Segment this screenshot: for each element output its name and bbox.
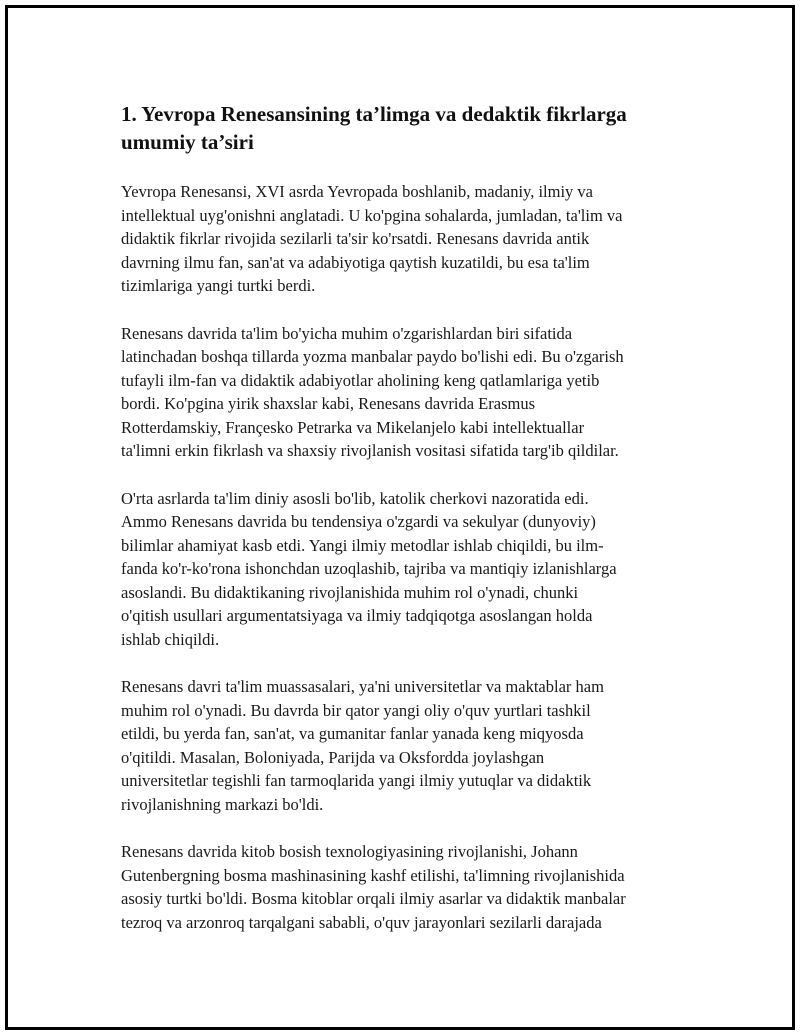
text-line: Ammo Renesans davrida bu tendensiya o'zgardi va sekulyar (dunyoviy) [121,512,596,531]
text-line: bordi. Ko'pgina yirik shaxslar kabi, Renesans davrida Erasmus [121,394,536,413]
text-line: asosiy turtki bo'ldi. Bosma kitoblar orqali ilmiy asarlar va didaktik manbalar [121,889,626,908]
text-line: rivojlanishning markazi bo'ldi. [121,794,324,814]
text-line: tezroq va arzonroq tarqalgani sababli, o'quv jarayonlari sezilarli darajada [121,912,602,932]
page-frame [5,5,795,1030]
text-line: intellektual uyg'onishni anglatadi. U ko'pgina sohalarda, jumladan, ta'lim va [121,205,623,225]
text-line: Yevropa Renesansi, XVI asrda Yevropada boshlanib, madaniy, ilmiy va [121,182,594,201]
paragraph-4 [121,675,691,816]
text-line: asoslandi. Bu didaktikaning rivojlanishida muhim rol o'ynadi, chunki [121,582,579,602]
text-line: O'rta asrlarda ta'lim diniy asosli bo'lib, katolik cherkovi nazoratida edi. [121,488,589,508]
text-line: latinchadan boshqa tillarda yozma manbalar paydo bo'lishi edi. Bu o'zgarish [121,347,624,366]
text-line: o'qitish usullari argumentatsiyaga va ilmiy tadqiqotga asoslangan holda [121,606,593,625]
text-line: bilimlar ahamiyat kasb etdi. Yangi ilmiy metodlar ishlab chiqildi, bu ilm- [121,535,604,555]
text-line: o'qitildi. Masalan, Boloniyada, Parijda va Oksfordda joylashgan [121,747,545,767]
text-line: tizimlariga yangi turtki berdi. [121,276,316,295]
text-line: Rotterdamskiy, Françesko Petrarka va Mikelanjelo kabi intellektuallar [121,417,585,437]
section-heading [121,100,691,156]
text-line: Gutenbergning bosma mashinasining kashf etilishi, ta'limning rivojlanishida [121,865,625,885]
paragraph-1 [121,180,691,298]
paragraph-5 [121,840,691,934]
text-line: muhim rol o'ynadi. Bu davrda bir qator yangi oliy o'quv yurtlari tashkil [121,700,591,720]
text-line: Renesans davri ta'lim muassasalari, ya'ni universitetlar va maktablar ham [121,677,604,696]
text-line: fanda ko'r-ko'rona ishonchdan uzoqlashib, tajriba va mantiqiy izlanishlarga [121,559,617,578]
text-line: Renesans davrida kitob bosish texnologiyasining rivojlanishi, Johann [121,842,578,861]
heading-line: umumiy ta’siri [121,130,254,154]
text-line: ta'limni erkin fikrlash va shaxsiy rivojlanish vositasi sifatida targ'ib qildilar. [121,441,619,460]
text-line: etildi, bu yerda fan, san'at, va gumanitar fanlar yanada keng miqyosda [121,724,584,743]
text-line: ishlab chiqildi. [121,629,220,649]
text-line: Renesans davrida ta'lim bo'yicha muhim o'zgarishlardan biri sifatida [121,323,573,343]
text-line: tufayli ilm-fan va didaktik adabiyotlar aholining keng qatlamlariga yetib [121,370,600,390]
heading-line: 1. Yevropa Renesansining ta’limga va dedaktik fikrlarga [121,102,627,126]
paragraph-3 [121,487,691,652]
document-body [121,100,691,958]
text-line: davrning ilmu fan, san'at va adabiyotiga qaytish kuzatildi, bu esa ta'lim [121,252,590,272]
text-line: universitetlar tegishli fan tarmoqlarida yangi ilmiy yutuqlar va didaktik [121,771,592,790]
text-line: didaktik fikrlar rivojida sezilarli ta'sir ko'rsatdi. Renesans davrida antik [121,229,590,248]
paragraph-2 [121,322,691,463]
